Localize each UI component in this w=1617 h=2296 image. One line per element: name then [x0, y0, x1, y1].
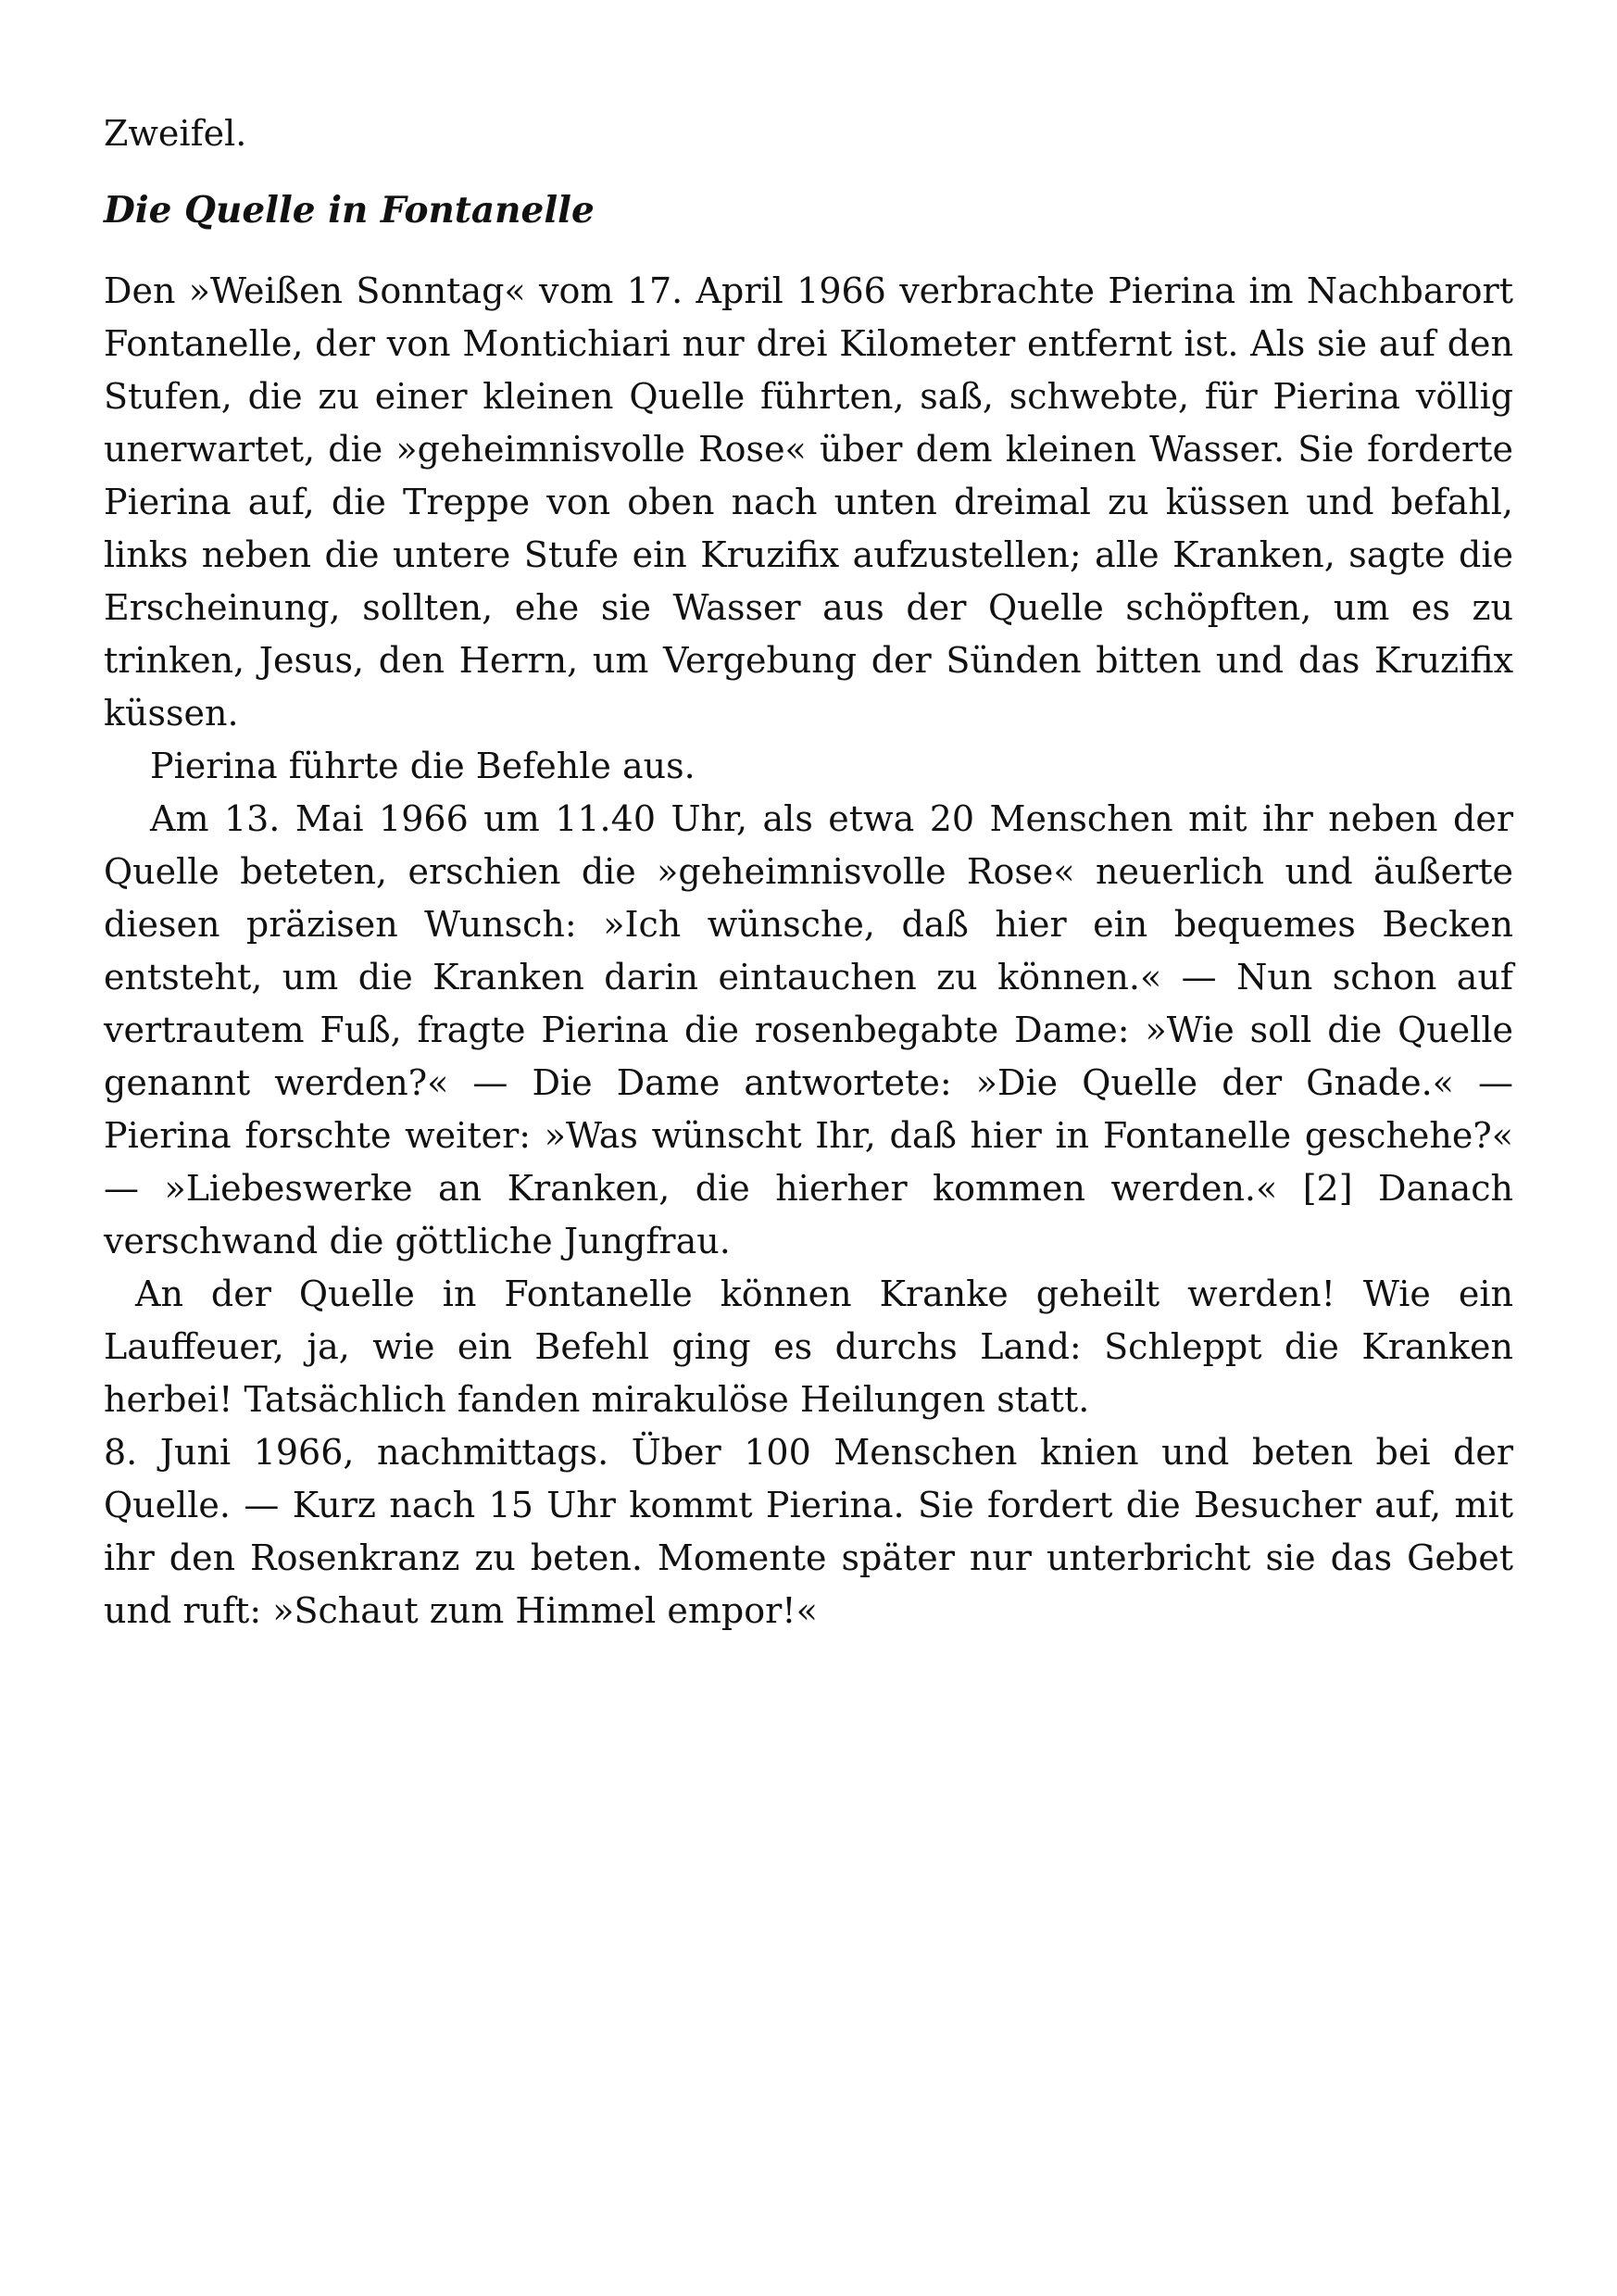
section-heading: Die Quelle in Fontanelle	[104, 189, 595, 232]
paragraph-4: An der Quelle in Fontanelle können Kranke geheilt werden! Wie ein Lauffeuer, ja, wie ein Befehl ging es durchs Land: Schleppt die Kranken herbei! Tatsächlich fanden mirakulöse Heilungen statt.	[104, 1273, 1513, 1420]
paragraph-2: Pierina führte die Befehle aus.	[150, 746, 696, 786]
paragraph-5: 8. Juni 1966, nachmittags. Über 100 Menschen knien und beten bei der Quelle. — Kurz nach 15 Uhr kommt Pierina. Sie fordert die Besucher auf, mit ihr den Rosenkranz zu beten. Momente später nur unterbricht sie das Gebet und ruft: »Schaut zum Himmel empor!«	[104, 1432, 1513, 1631]
fragment-text: Zweifel.	[104, 113, 247, 154]
paragraph-1: Den »Weißen Sonntag« vom 17. April 1966 verbrachte Pierina im Nachbarort Fontanelle, der von Montichiari nur drei Kilometer entfernt ist. Als sie auf den Stufen, die zu einer kleinen Quelle führten, saß, schwebte, für Pierina völlig unerwartet, die »geheimnisvolle Rose« über dem kleinen Wasser. Sie forderte Pierina auf, die Treppe von oben nach unten dreimal zu küssen und befahl, links neben die untere Stufe ein Kruzifix aufzustellen; alle Kranken, sagte die Erscheinung, sollten, ehe sie Wasser aus der Quelle schöpften, um es zu trinken, Jesus, den Herrn, um Vergebung der Sünden bitten und das Kruzifix küssen.	[104, 270, 1513, 734]
paragraph-3: Am 13. Mai 1966 um 11.40 Uhr, als etwa 20 Menschen mit ihr neben der Quelle beteten, erschien die »geheimnisvolle Rose« neuerlich und äußerte diesen präzisen Wunsch: »Ich wünsche, daß hier ein bequemes Becken entsteht, um die Kranken darin eintauchen zu können.« — Nun schon auf vertrautem Fuß, fragte Pierina die rosenbegabte Dame: »Wie soll die Quelle genannt werden?« — Die Dame antwortete: »Die Quelle der Gnade.« — Pierina forschte weiter: »Was wünscht Ihr, daß hier in Fontanelle geschehe?« — »Liebeswerke an Kranken, die hierher kommen werden.« [2] Danach verschwand die göttliche Jungfrau.	[104, 798, 1513, 1261]
